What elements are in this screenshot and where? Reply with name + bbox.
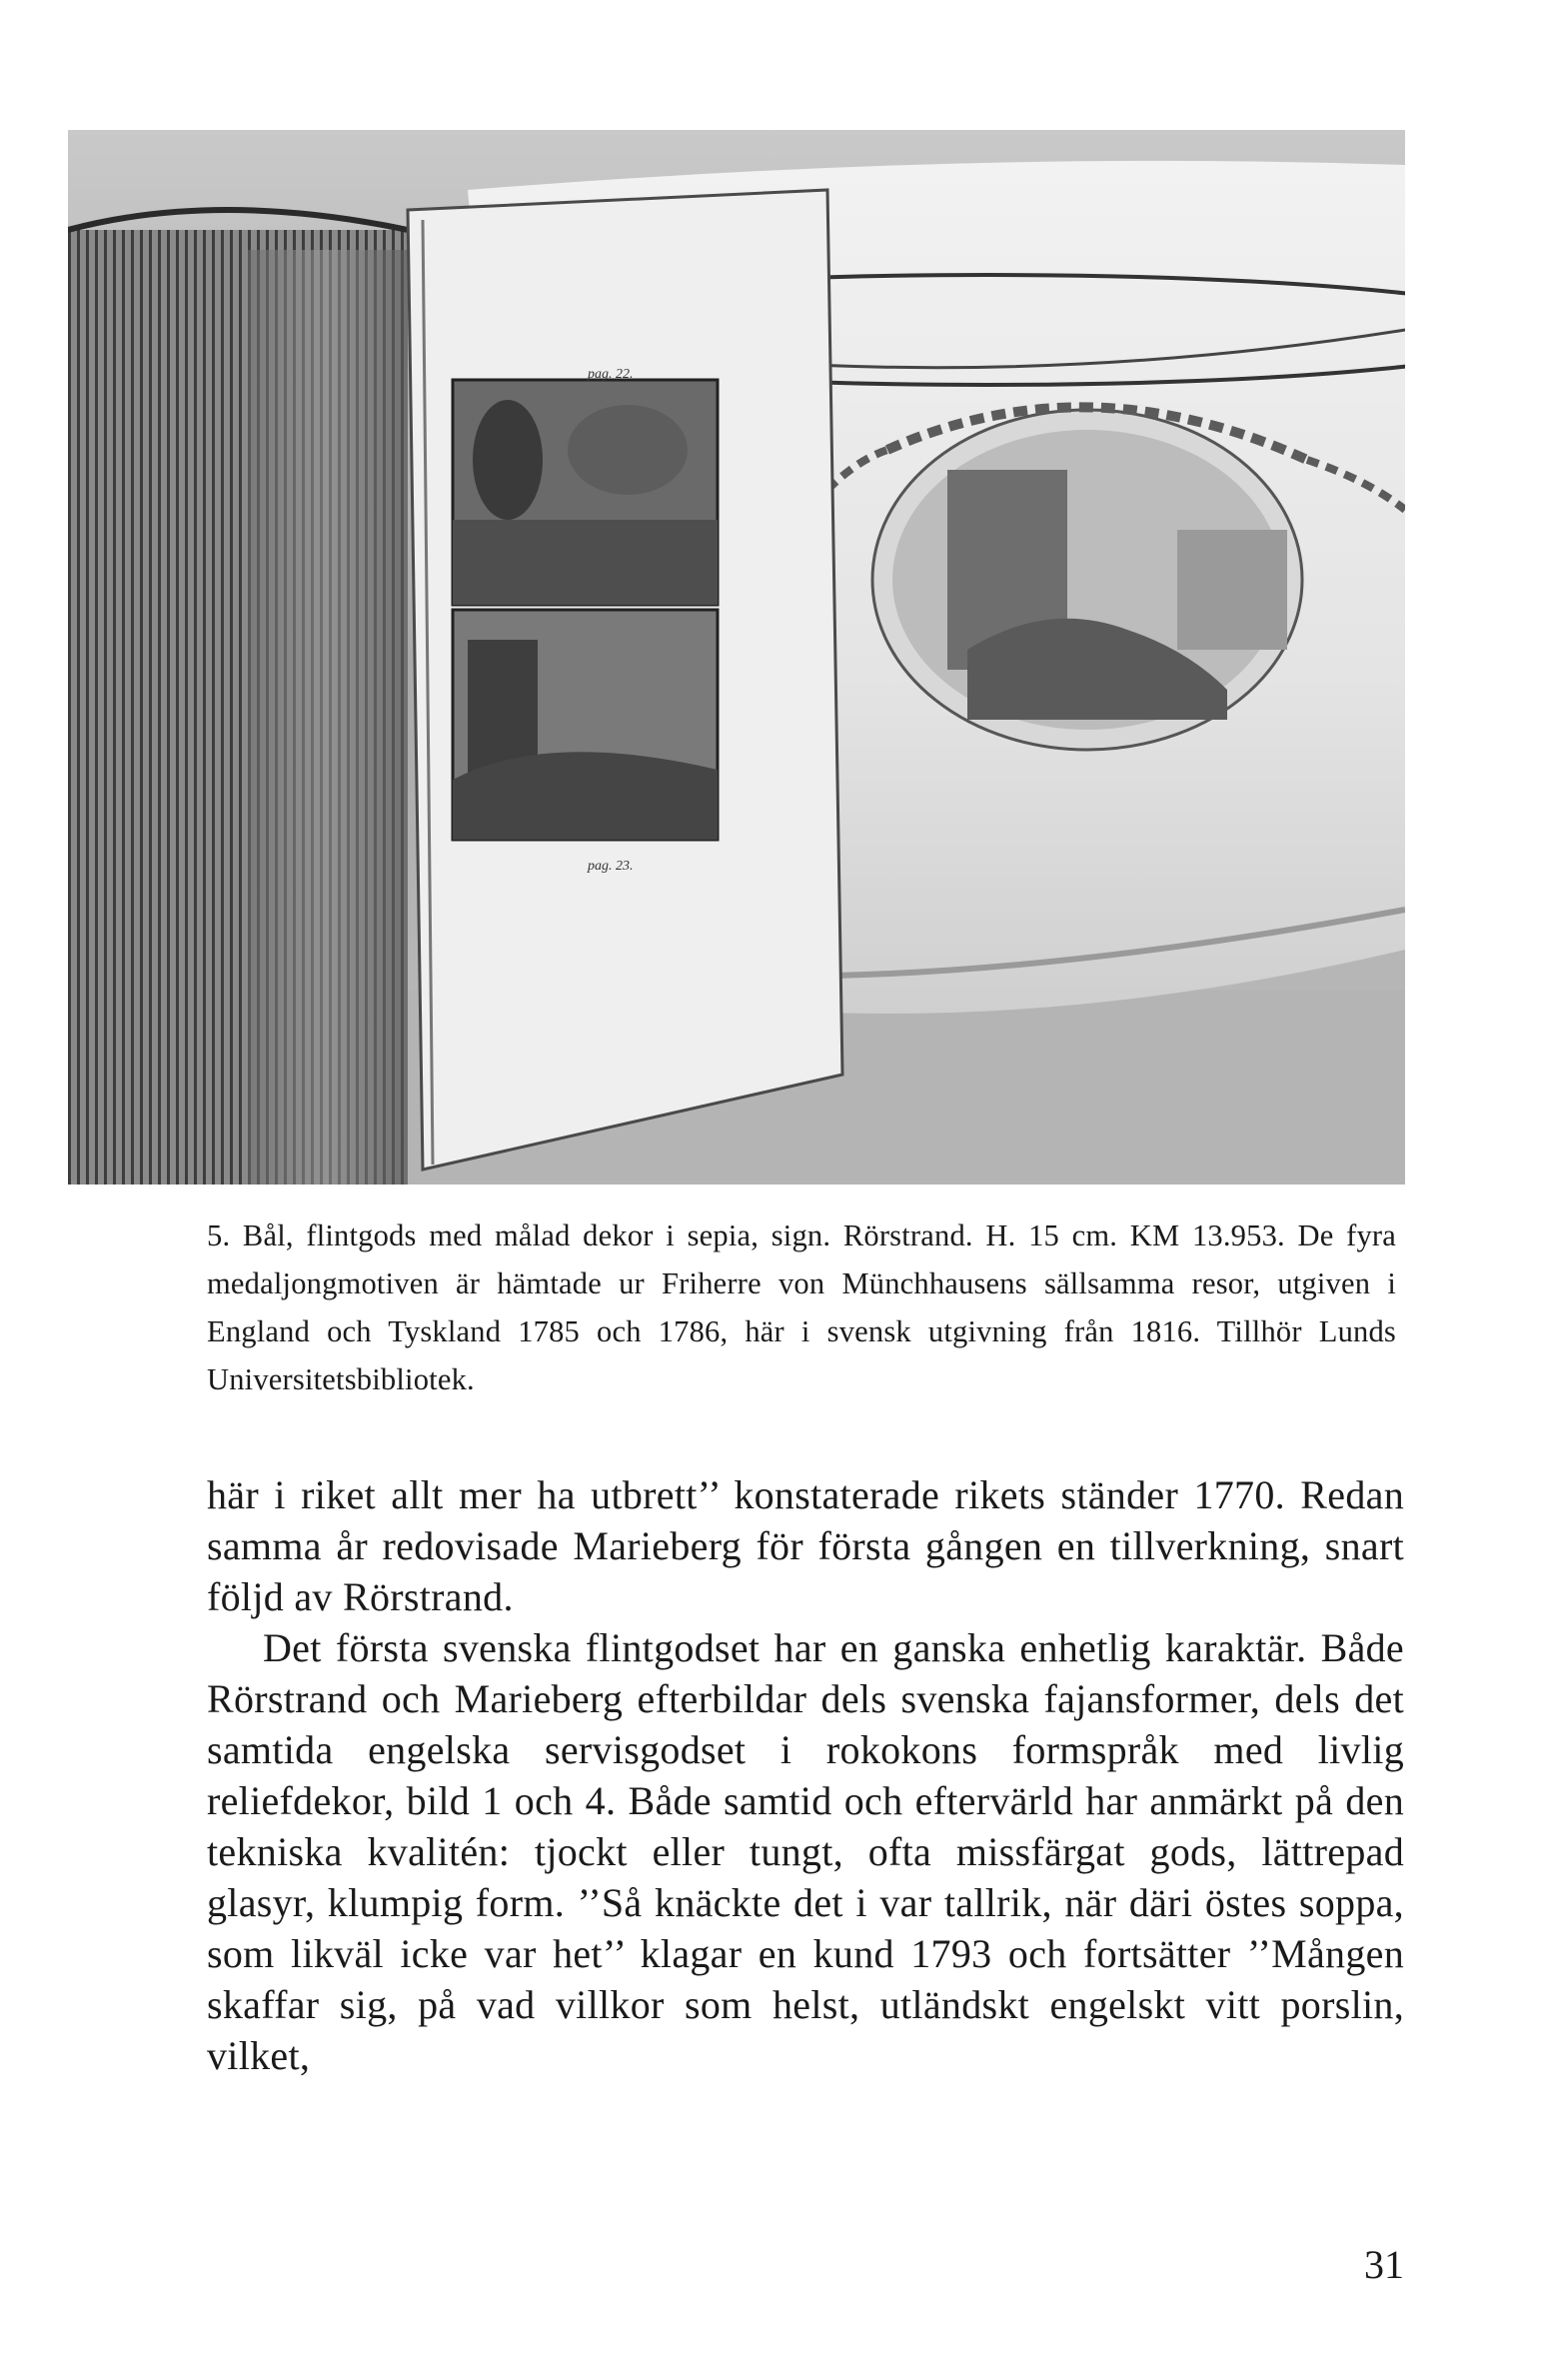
page-number: 31 [1364,2242,1404,2287]
figure-photograph [68,130,1405,1185]
page-label-top: pag. 22. [588,367,634,382]
figure-caption: 5. Bål, flintgods med målad dekor i sepia, sign. Rörstrand. H. 15 cm. KM 13.953. De fyra medaljongmotiven är hämtade ur Friherre von Münchhausens sällsamma resor, utgiven i England och Tyskland 1785 och 1786, här i svensk utgivning från 1816. Tillhör Lunds Universitetsbibliotek. [207,1218,1396,1396]
book-illustration [68,190,842,1185]
page-label-bottom: pag. 23. [588,859,634,874]
body-text [207,1469,1404,2081]
photo-scene [68,130,1405,1185]
paragraph-1: här i riket allt mer ha utbrett’’ konstaterade rikets ständer 1770. Redan samma år redovisade Marieberg för första gången en tillverkning, snart följd av Rörstrand. [207,1472,1404,1619]
paragraph-2: Det första svenska flintgodset har en ganska enhetlig karaktär. Både Rörstrand och Marieberg efterbildar dels svenska fajansformer, dels det samtida engelska servisgodset i rokokons formspråk med livlig reliefdekor, bild 1 och 4. Både samtid och eftervärld har anmärkt på den tekniska kvalitén: tjockt eller tungt, ofta missfärgat gods, lättrepad glasyr, klumpig form. ’’Så knäckte det i var tallrik, när däri östes soppa, som likväl icke var het’’ klagar en kund 1793 och fortsätter ’’Mången skaffar sig, på vad villkor som helst, utländskt engelskt vitt porslin, vilket, [207,1625,1404,2078]
